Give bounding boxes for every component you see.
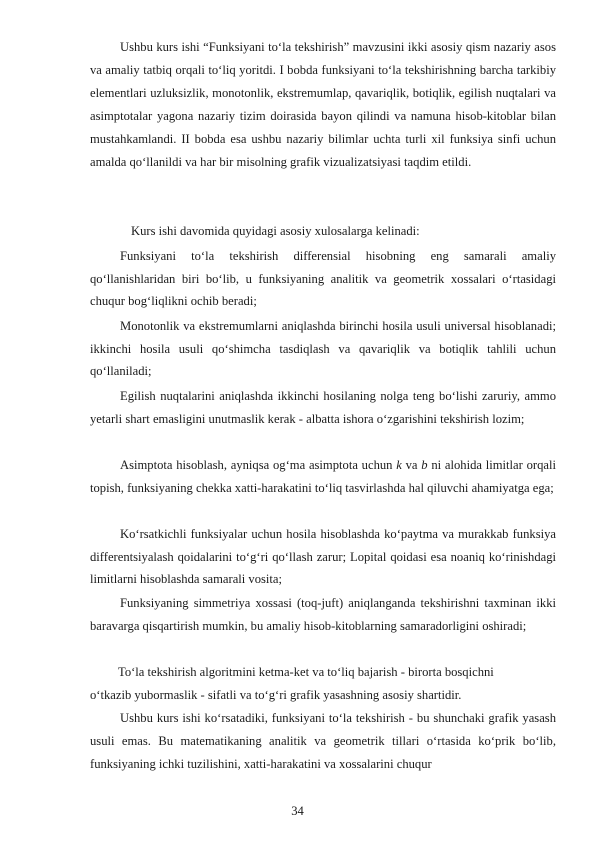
conclusion-item-2: Monotonlik va ekstremumlarni aniqlashda birinchi hosila usuli universal hisoblanadi; ikkinchi hosila usuli qo‘shimcha tasdiqlash va qavariqlik va botiqlik tahlili uchun qo‘llaniladi; <box>90 319 556 379</box>
conclusion-item-3: Egilish nuqtalarini aniqlashda ikkinchi hosilaning nolga teng bo‘lishi zaruriy, ammo yetarli shart emasligini unutmaslik kerak - albatta ishora o‘zgarishini tekshirish lozim; <box>90 389 556 426</box>
conclusions-lead: Kurs ishi davomida quyidagi asosiy xulosalarga kelinadi: <box>131 224 420 238</box>
item-4-text-c: ni alohida limitlar orqali topish, funksiyaning chekka xatti-harakatini to‘liq tasvirlashda hal qiluvchi ahamiyatga ega; <box>90 458 556 495</box>
conclusion-item-7-line-2: o‘tkazib yubormaslik - sifatli va to‘g‘ri grafik yasashning asosiy shartidir. <box>90 688 462 702</box>
conclusion-item-6: Funksiyaning simmetriya xossasi (toq-juft) aniqlanganda tekshirishni taxminan ikki baravarga qisqartirish mumkin, bu amaliy hisob-kitoblarning samaradorligini oshiradi; <box>90 596 556 633</box>
conclusion-item-1: Funksiyani to‘la tekshirish differensial hisobning eng samarali amaliy qo‘llanishlaridan biri bo‘lib, u funksiyaning analitik va geometrik xossalari o‘rtasidagi chuqur bog‘liqlikni ochib beradi; <box>90 249 556 309</box>
closing-paragraph: Ushbu kurs ishi ko‘rsatadiki, funksiyani to‘la tekshirish - bu shunchaki grafik yasash usuli emas. Bu matematikaning analitik va geometrik tillari o‘rtasida ko‘prik bo‘lib, funksiyaning ichki tuzilishini, xatti-harakatini va xossalarini chuqur <box>90 711 556 772</box>
conclusion-item-5: Ko‘rsatkichli funksiyalar uchun hosila hisoblashda ko‘paytma va murakkab funksiya differentsiyalash qoidalarini to‘g‘ri qo‘llash zarur; Lopital qoidasi esa noaniq ko‘rinishdagi limitlarni hisoblashda samarali vosita; <box>90 527 556 587</box>
conclusion-item-4 <box>90 454 556 499</box>
item-4-text-b: va <box>401 458 422 472</box>
page-number: 34 <box>291 804 304 818</box>
item-4-text-a: Asimptota hisoblash, ayniqsa og‘ma asimptota uchun <box>120 458 397 472</box>
conclusion-item-7-line-1: To‘la tekshirish algoritmini ketma-ket va to‘liq bajarish - birorta bosqichni <box>118 665 494 679</box>
variable-k: k <box>396 458 402 472</box>
variable-b: b <box>421 458 428 472</box>
intro-paragraph: Ushbu kurs ishi “Funksiyani to‘la tekshirish” mavzusini ikki asosiy qism nazariy asos va amaliy tatbiq orqali to‘liq yoritdi. I bobda funksiyani to‘la tekshirishning barcha tarkibiy elementlari uzluksizlik, monotonlik, ekstremumlap, qavariqlik, botiqlik, egilish nuqtalari va asimptotalar yagona nazariy tizim doirasida bayon qilindi va namuna hisob-kitoblar bilan mustahkamlandi. II bobda esa ushbu nazariy bilimlar uchta turli xil funksiya sinfi uchun amalda qo‘llanildi va har bir misolning grafik vizualizatsiyasi taqdim etildi. <box>90 40 556 170</box>
